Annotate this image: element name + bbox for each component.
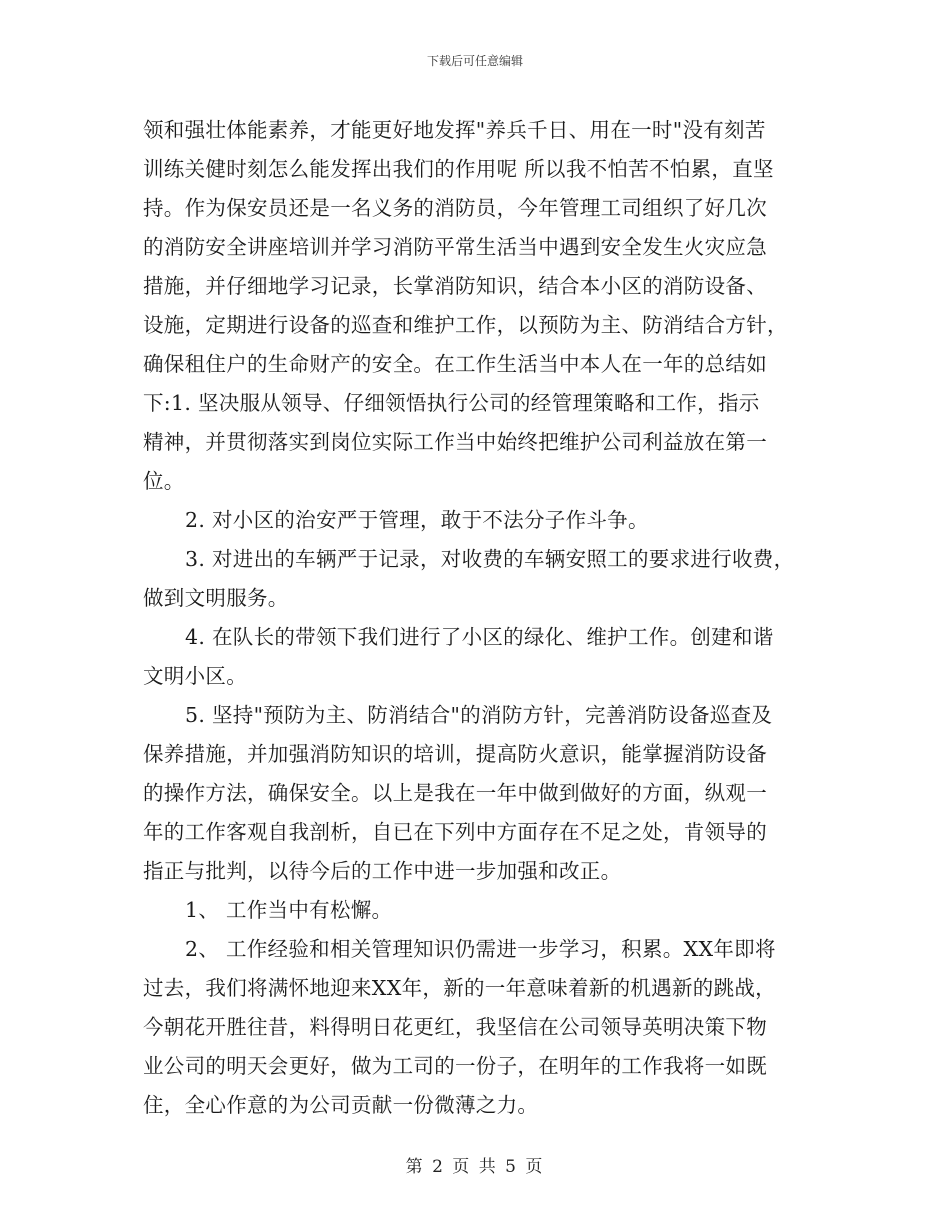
- text-line: 设施，定期进行设备的巡查和维护工作，以预防为主、防消结合方针，: [143, 313, 788, 337]
- text-line: 3. 对进出的车辆严于记录，对收费的车辆安照工的要求进行收费，: [185, 547, 795, 571]
- text-line: 做到文明服务。: [143, 586, 289, 610]
- text-line: 5. 坚持"预防为主、防消结合"的消防方针，完善消防设备巡查及: [185, 703, 773, 727]
- text-line: 下:1. 坚决服从领导、仔细领悟执行公司的经管理策略和工作，指示: [143, 391, 760, 415]
- document-body: [143, 111, 808, 1125]
- text-line: 措施，并仔细地学习记录，长掌消防知识，结合本小区的消防设备、: [143, 274, 767, 298]
- text-line: 确保租住户的生命财产的安全。在工作生活当中本人在一年的总结如: [143, 352, 767, 376]
- text-line: 业公司的明天会更好，做为工司的一份子，在明年的工作我将一如既: [143, 1054, 767, 1078]
- text-line: 4. 在队长的带领下我们进行了小区的绿化、维护工作。创建和谐: [185, 625, 774, 649]
- text-line: 位。: [143, 469, 185, 493]
- text-line: 过去，我们将满怀地迎来XX年，新的一年意味着新的机遇新的跳战，: [143, 976, 776, 1000]
- text-line: 训练关健时刻怎么能发挥出我们的作用呢 所以我不怕苦不怕累，直坚: [143, 157, 774, 181]
- text-line: 2. 对小区的治安严于管理，敢于不法分子作斗争。: [185, 508, 649, 532]
- page-header: 下载后可任意编辑: [426, 54, 523, 68]
- text-line: 持。作为保安员还是一名义务的消防员，今年管理工司组织了好几次: [143, 196, 767, 220]
- text-line: 精神，并贯彻落实到岗位实际工作当中始终把维护公司利益放在第一: [143, 430, 767, 454]
- text-line: 住，全心作意的为公司贡献一份微薄之力。: [143, 1093, 539, 1117]
- text-line: 1、 工作当中有松懈。: [185, 898, 393, 922]
- text-line: 文明小区。: [143, 664, 247, 688]
- text-line: 的操作方法，确保安全。以上是我在一年中做到做好的方面，纵观一: [143, 781, 767, 805]
- text-line: 领和强壮体能素养，才能更好地发挥"养兵千日、用在一时"没有刻苦: [143, 118, 766, 142]
- text-line: 的消防安全讲座培训并学习消防平常生活当中遇到安全发生火灾应急: [143, 235, 767, 259]
- text-line: 指正与批判，以待今后的工作中进一步加强和改正。: [143, 859, 622, 883]
- text-line: 今朝花开胜往昔，料得明日花更红，我坚信在公司领导英明决策下物: [143, 1015, 767, 1039]
- page-footer: 第 2 页 共 5 页: [405, 1157, 545, 1177]
- text-line: 年的工作客观自我剖析，自已在下列中方面存在不足之处，肯领导的: [143, 820, 767, 844]
- text-line: 2、 工作经验和相关管理知识仍需进一步学习，积累。XX年即将: [185, 937, 776, 961]
- text-line: 保养措施，并加强消防知识的培训，提高防火意识，能掌握消防设备: [143, 742, 767, 766]
